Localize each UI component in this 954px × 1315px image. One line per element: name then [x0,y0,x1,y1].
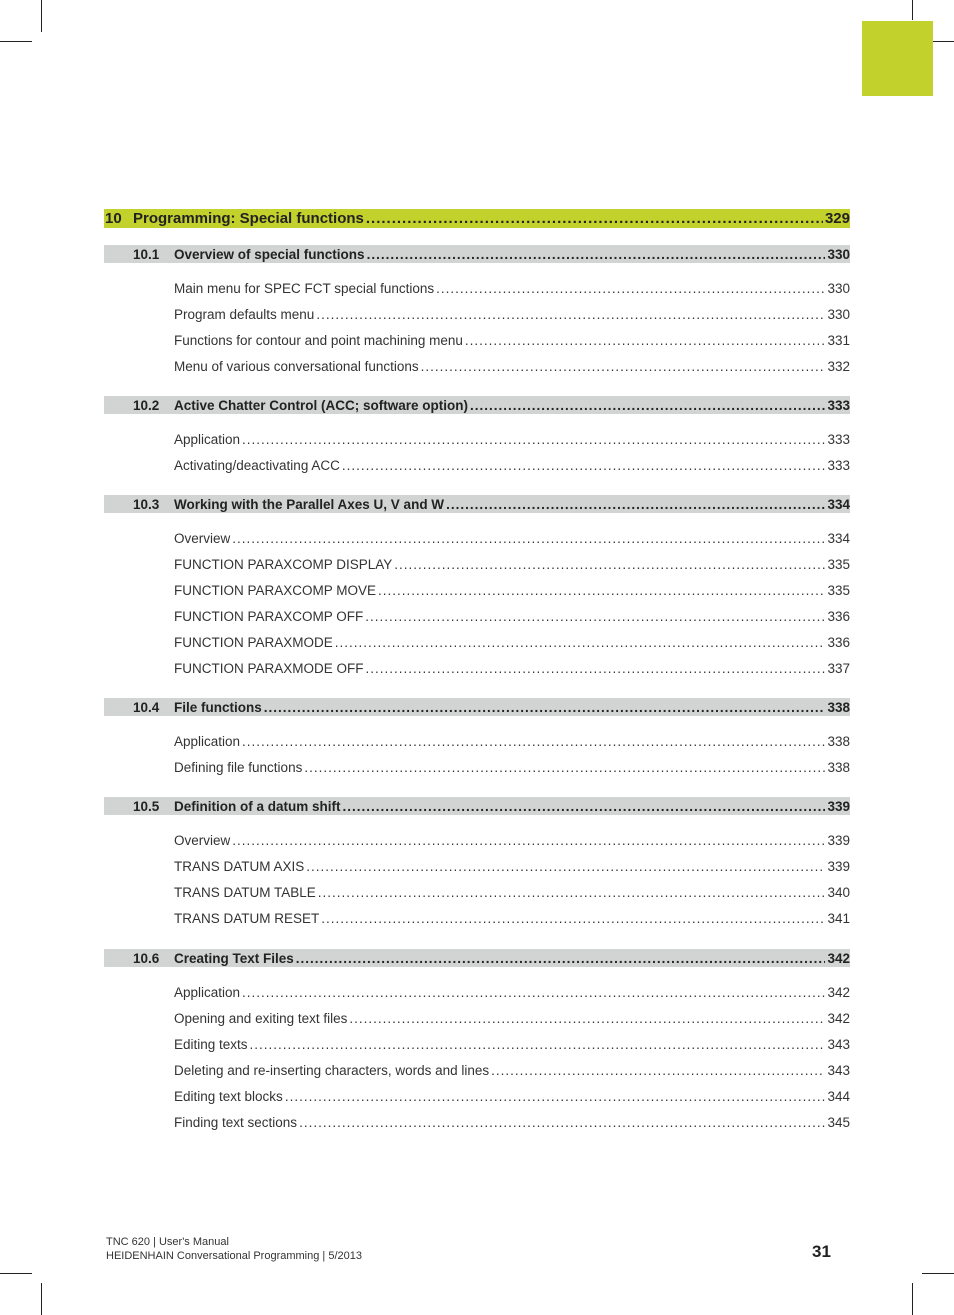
entry-title: TRANS DATUM TABLE [174,885,316,900]
leader-dots [299,1115,825,1130]
section-heading[interactable] [104,797,850,815]
leader-dots [366,661,826,676]
entry-page: 343 [827,1037,850,1052]
leader-dots [378,583,825,598]
entry-page: 342 [827,1011,850,1026]
entry-title: Application [174,734,241,749]
section-title: Definition of a datum shift [174,798,341,814]
toc-entry[interactable] [104,859,850,877]
toc-entry[interactable] [104,734,850,752]
entry-title: Deleting and re-inserting characters, words and lines [174,1063,490,1078]
chapter-heading[interactable] [104,209,850,228]
leader-dots [343,799,826,814]
leader-dots [232,531,825,546]
leader-dots [394,557,825,572]
leader-dots [465,333,826,348]
section-number: 10.3 [133,496,160,512]
leader-dots [264,700,826,715]
entry-title: Finding text sections [174,1115,298,1130]
crop-mark [41,1283,42,1315]
entry-title: Editing texts [174,1037,248,1052]
toc-entry[interactable] [104,458,850,476]
toc-entry[interactable] [104,281,850,299]
section-page: 339 [827,798,850,814]
toc-entry[interactable] [104,635,850,653]
entry-page: 339 [827,859,850,874]
entry-page: 338 [827,734,850,749]
leader-dots [342,458,826,473]
entry-title: FUNCTION PARAXCOMP MOVE [174,583,377,598]
section-number: 10.5 [133,798,160,814]
leader-dots [366,210,823,227]
toc-entry[interactable] [104,885,850,903]
leader-dots [321,911,825,926]
leader-dots [250,1037,826,1052]
toc-entry[interactable] [104,833,850,851]
leader-dots [335,635,826,650]
section-title: Overview of special functions [174,246,365,262]
toc-entry[interactable] [104,661,850,679]
entry-page: 343 [827,1063,850,1078]
toc-entry[interactable] [104,1115,850,1133]
toc-entry[interactable] [104,583,850,601]
entry-title: TRANS DATUM RESET [174,911,320,926]
toc-entry[interactable] [104,333,850,351]
entry-page: 338 [827,760,850,775]
crop-mark [922,1273,954,1274]
leader-dots [242,734,825,749]
section-page: 334 [827,496,850,512]
entry-page: 342 [827,985,850,1000]
entry-title: Main menu for SPEC FCT special functions [174,281,435,296]
section-number: 10.4 [133,699,160,715]
section-heading[interactable] [104,245,850,263]
entry-page: 335 [827,583,850,598]
entry-title: TRANS DATUM AXIS [174,859,305,874]
toc-entry[interactable] [104,1063,850,1081]
leader-dots [285,1089,826,1104]
entry-title: Defining file functions [174,760,303,775]
leader-dots [446,497,825,512]
entry-page: 333 [827,458,850,473]
toc-entry[interactable] [104,531,850,549]
entry-title: Editing text blocks [174,1089,283,1104]
section-heading[interactable] [104,396,850,414]
entry-page: 333 [827,432,850,447]
toc-entry[interactable] [104,307,850,325]
entry-page: 332 [827,359,850,374]
leader-dots [296,951,826,966]
toc-entry[interactable] [104,760,850,778]
leader-dots [318,885,826,900]
toc-entry[interactable] [104,557,850,575]
section-page: 342 [827,950,850,966]
section-number: 10.1 [133,246,160,262]
entry-title: Menu of various conversational functions [174,359,419,374]
page-number: 31 [812,1242,831,1261]
chapter-title: Programming: Special functions [133,210,364,227]
entry-page: 344 [827,1089,850,1104]
entry-page: 334 [827,531,850,546]
entry-page: 339 [827,833,850,848]
entry-page: 345 [827,1115,850,1130]
footer-manual-title: TNC 620 | User's Manual [106,1236,229,1248]
entry-title: FUNCTION PARAXCOMP DISPLAY [174,557,393,572]
entry-title: Opening and exiting text files [174,1011,348,1026]
footer-publisher-line: HEIDENHAIN Conversational Programming | 5/2013 [106,1250,362,1262]
leader-dots [421,359,826,374]
entry-title: Functions for contour and point machining menu [174,333,463,348]
toc-entry[interactable] [104,432,850,450]
toc-entry[interactable] [104,609,850,627]
entry-page: 341 [827,911,850,926]
toc-entry[interactable] [104,911,850,929]
crop-mark [912,1283,913,1315]
crop-mark [41,0,42,32]
leader-dots [306,859,825,874]
entry-page: 336 [827,609,850,624]
entry-page: 331 [827,333,850,348]
entry-title: Program defaults menu [174,307,315,322]
leader-dots [349,1011,825,1026]
leader-dots [316,307,825,322]
chapter-tab-marker [862,21,933,96]
leader-dots [491,1063,825,1078]
crop-mark [0,41,32,42]
entry-page: 330 [827,307,850,322]
chapter-page: 329 [824,210,850,227]
entry-title: FUNCTION PARAXMODE OFF [174,661,364,676]
chapter-number: 10 [105,210,122,227]
section-title: Creating Text Files [174,950,294,966]
section-title: File functions [174,699,262,715]
entry-title: FUNCTION PARAXMODE [174,635,333,650]
entry-page: 340 [827,885,850,900]
entry-page: 337 [827,661,850,676]
leader-dots [365,609,825,624]
section-page: 333 [827,397,850,413]
entry-title: FUNCTION PARAXCOMP OFF [174,609,364,624]
leader-dots [242,432,825,447]
entry-title: Overview [174,531,231,546]
toc-entry[interactable] [104,359,850,377]
crop-mark [0,1273,32,1274]
section-heading[interactable] [104,949,850,967]
page-footer [106,1235,362,1263]
entry-page: 335 [827,557,850,572]
leader-dots [470,398,825,413]
entry-page: 336 [827,635,850,650]
leader-dots [242,985,825,1000]
entry-title: Overview [174,833,231,848]
section-page: 338 [827,699,850,715]
entry-title: Application [174,985,241,1000]
toc-entry[interactable] [104,1089,850,1107]
leader-dots [367,247,826,262]
leader-dots [436,281,825,296]
toc-entry[interactable] [104,985,850,1003]
section-heading[interactable] [104,698,850,716]
section-number: 10.2 [133,397,160,413]
toc-entry[interactable] [104,1037,850,1055]
section-title: Working with the Parallel Axes U, V and W [174,496,445,512]
leader-dots [232,833,825,848]
toc-entry[interactable] [104,1011,850,1029]
entry-title: Application [174,432,241,447]
leader-dots [304,760,825,775]
section-number: 10.6 [133,950,160,966]
section-page: 330 [827,246,850,262]
entry-title: Activating/deactivating ACC [174,458,340,473]
entry-page: 330 [827,281,850,296]
crop-mark [912,0,913,20]
section-title: Active Chatter Control (ACC; software option) [174,397,469,413]
section-heading[interactable] [104,495,850,513]
